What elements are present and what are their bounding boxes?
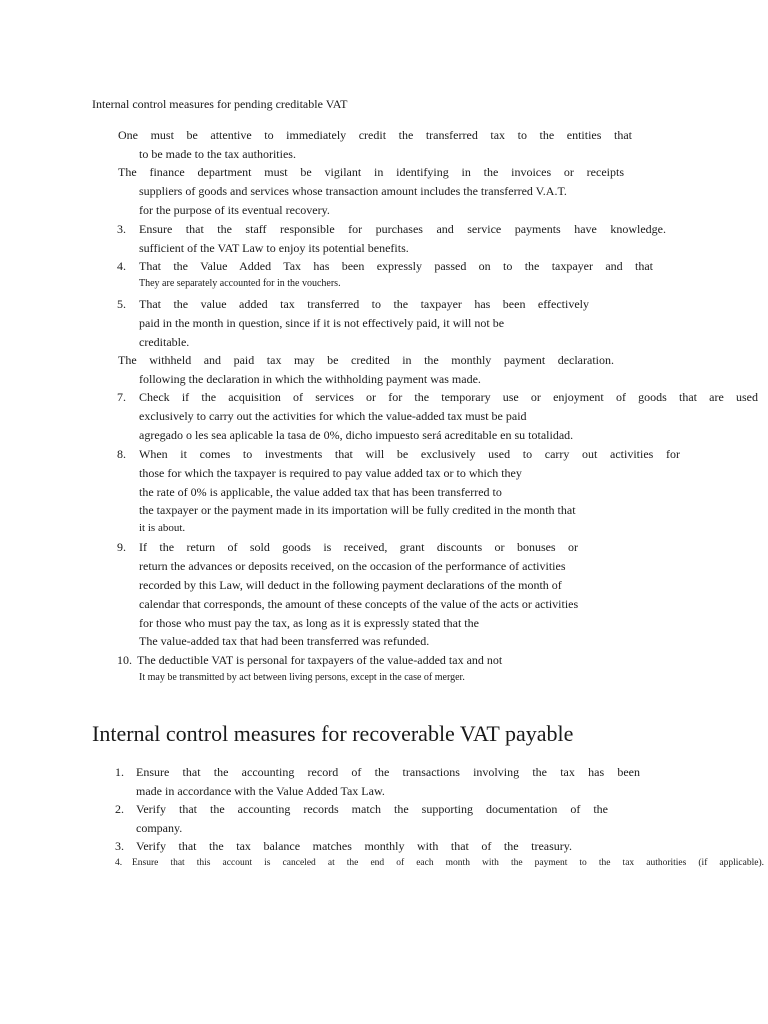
s1-item9-line3: recorded by this Law, will deduct in the following payment declarations of the month of <box>139 578 562 592</box>
s1-item5-number: 5. <box>117 297 126 311</box>
s1-item6-line2: following the declaration in which the withholding payment was made. <box>139 372 481 386</box>
s1-item1-line2: to be made to the tax authorities. <box>139 147 296 161</box>
s2-item2-line2: company. <box>136 821 183 835</box>
s1-item4-line2: They are separately accounted for in the vouchers. <box>139 278 341 289</box>
s1-item7-number: 7. <box>117 390 126 404</box>
s1-item8-line2: those for which the taxpayer is required to pay value added tax or to which they <box>139 466 522 480</box>
s1-item9-line5: for those who must pay the tax, as long as it is expressly stated that the <box>139 616 479 630</box>
s1-item4-line1: That the Value Added Tax has been expressly passed on to the taxpayer and that <box>139 259 653 273</box>
s1-item9-line2: return the advances or deposits received, on the occasion of the performance of activities <box>139 559 566 573</box>
s1-item2-line1: The finance department must be vigilant in identifying in the invoices or receipts <box>118 165 624 179</box>
s1-item10-number: 10. <box>117 653 132 667</box>
s1-item8-number: 8. <box>117 447 126 461</box>
s1-item8-line4: the taxpayer or the payment made in its importation will be fully credited in the month that <box>139 503 576 517</box>
s1-item10-line1: The deductible VAT is personal for taxpayers of the value-added tax and not <box>137 653 503 667</box>
section2-heading: Internal control measures for recoverable VAT payable <box>92 721 574 746</box>
s1-item3-number: 3. <box>117 222 126 236</box>
s1-item8-line1: When it comes to investments that will be exclusively used to carry out activities for <box>139 447 680 461</box>
s1-item4-number: 4. <box>117 259 126 273</box>
s1-item2-line3: for the purpose of its eventual recovery. <box>139 203 330 217</box>
s1-item2-line2: suppliers of goods and services whose transaction amount includes the transferred V.A.T. <box>139 184 567 198</box>
s2-item4-number: 4. <box>115 858 123 868</box>
s1-item8-line3: the rate of 0% is applicable, the value added tax that has been transferred to <box>139 485 502 499</box>
s1-item10-line2: It may be transmitted by act between living persons, except in the case of merger. <box>139 672 465 683</box>
s1-item1-line1: One must be attentive to immediately credit the transferred tax to the entities that <box>118 128 632 142</box>
s1-item9-number: 9. <box>117 540 126 554</box>
s1-item5-line3: creditable. <box>139 335 190 349</box>
section1-heading: Internal control measures for pending creditable VAT <box>92 97 348 111</box>
s1-item7-line3: agregado o les sea aplicable la tasa de 0%, dicho impuesto será acreditable en su totalidad. <box>139 428 574 442</box>
s1-item9-line6: The value-added tax that had been transferred was refunded. <box>139 634 430 648</box>
s1-item3-line1: Ensure that the staff responsible for purchases and service payments have knowledge. <box>139 222 666 236</box>
s2-item2-number: 2. <box>115 802 124 816</box>
s1-item3-line2: sufficient of the VAT Law to enjoy its potential benefits. <box>139 241 409 255</box>
s2-item1-line1: Ensure that the accounting record of the transactions involving the tax has been <box>136 765 640 779</box>
s1-item7-line2: exclusively to carry out the activities for which the value-added tax must be paid <box>139 409 527 423</box>
s2-item1-line2: made in accordance with the Value Added Tax Law. <box>136 784 385 798</box>
s2-item4-line1: Ensure that this account is canceled at the end of each month with the payment to the tax authorities (if applicable). <box>132 858 764 868</box>
s1-item9-line4: calendar that corresponds, the amount of these concepts of the value of the acts or activities <box>139 597 579 611</box>
s1-item6-line1: The withheld and paid tax may be credited in the monthly payment declaration. <box>118 353 614 367</box>
s1-item9-line1: If the return of sold goods is received, grant discounts or bonuses or <box>139 540 578 554</box>
s1-item5-line1: That the value added tax transferred to the taxpayer has been effectively <box>139 297 589 311</box>
s2-item1-number: 1. <box>115 765 124 779</box>
s2-item3-line1: Verify that the tax balance matches monthly with that of the treasury. <box>136 839 572 853</box>
s2-item2-line1: Verify that the accounting records match the supporting documentation of the <box>136 802 608 816</box>
s1-item8-line5: it is about. <box>139 522 186 534</box>
s1-item7-line1: Check if the acquisition of services or for the temporary use or enjoyment of goods that are used <box>139 390 758 404</box>
s2-item3-number: 3. <box>115 839 124 853</box>
s1-item5-line2: paid in the month in question, since if it is not effectively paid, it will not be <box>139 316 505 330</box>
